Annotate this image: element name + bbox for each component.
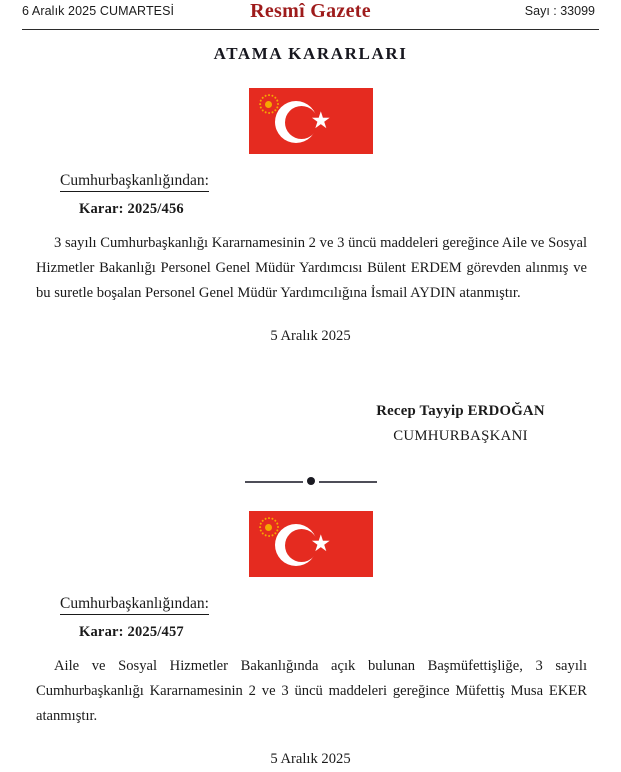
masthead-divider (22, 29, 599, 30)
flag-container-1 (22, 88, 599, 154)
gazette-issue-number: Sayı : 33099 (524, 4, 595, 18)
issuing-authority-1: Cumhurbaşkanlığından: (60, 172, 209, 192)
separator-dot-icon (307, 477, 315, 485)
decision-body-1: 3 sayılı Cumhurbaşkanlığı Kararnamesinin 2 ve 3 üncü maddeleri gereğince Aile ve Sosyal Hizmetler Bakanlığı Personel Genel Müdür Yardımcısı Bülent ERDEM görevden alınmış ve bu suretle boşalan Personel Genel Müdür Yardımcılığına İsmail AYDIN atanmıştır. (36, 235, 587, 301)
decision-section-1 (22, 88, 599, 487)
decision-date-2: 5 Aralık 2025 (270, 751, 351, 767)
decision-date-1: 5 Aralık 2025 (270, 328, 351, 344)
decision-number-1: Karar: 2025/456 (79, 201, 184, 217)
section-separator (231, 477, 391, 487)
decision-number-2: Karar: 2025/457 (79, 624, 184, 640)
signatory-name-1: Recep Tayyip ERDOĞAN (376, 403, 545, 419)
gazette-title: Resmî Gazete (250, 0, 371, 22)
page-content (0, 44, 621, 768)
issuing-authority-2: Cumhurbaşkanlığından: (60, 595, 209, 615)
flag-container-2 (22, 511, 599, 577)
turkish-presidential-flag-icon (249, 511, 373, 577)
signatory-role-1: CUMHURBAŞKANI (393, 428, 528, 444)
turkish-presidential-flag-icon (249, 88, 373, 154)
signature-block-1 (322, 403, 599, 445)
masthead (0, 0, 621, 30)
decision-body-2: Aile ve Sosyal Hizmetler Bakanlığında açık bulunan Başmüfettişliğe, 3 sayılı Cumhurbaşkanlığı Kararnamesinin 2 ve 3 üncü maddeleri gereğince Müfettiş Musa EKER atanmıştır. (36, 658, 587, 724)
page-title: ATAMA KARARLARI (213, 44, 408, 63)
gazette-date: 6 Aralık 2025 CUMARTESİ (22, 4, 175, 18)
decision-section-2 (22, 511, 599, 768)
